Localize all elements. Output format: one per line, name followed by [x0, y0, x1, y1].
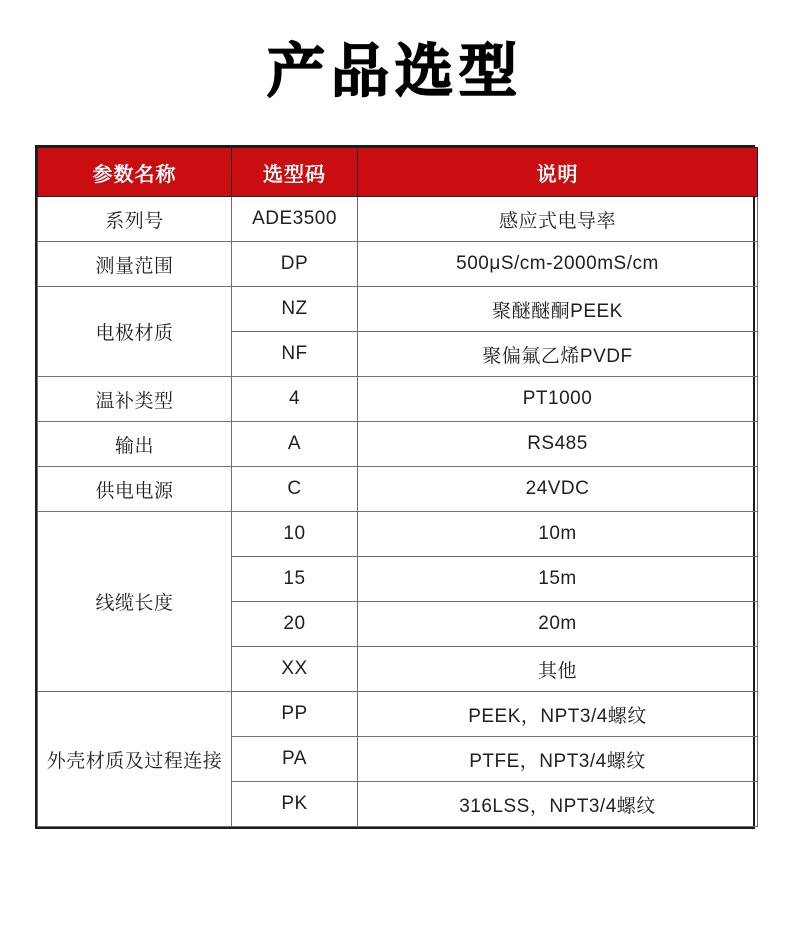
- table-header: [38, 148, 758, 197]
- param-cell: 输出: [38, 422, 232, 467]
- table-body: [38, 197, 758, 827]
- table-row: [38, 197, 758, 242]
- table-row: [38, 377, 758, 422]
- desc-cell: 其他: [358, 647, 758, 692]
- code-cell: PK: [232, 782, 358, 827]
- param-cell: 线缆长度: [38, 512, 232, 692]
- desc-cell: PEEK，NPT3/4螺纹: [358, 692, 758, 737]
- code-cell: A: [232, 422, 358, 467]
- table-row: [38, 512, 758, 557]
- page-title: 产品选型: [266, 39, 523, 104]
- code-cell: XX: [232, 647, 358, 692]
- table-row: [38, 287, 758, 332]
- desc-cell: 聚醚醚酮PEEK: [358, 287, 758, 332]
- product-selection-table: [37, 147, 758, 827]
- param-cell: 温补类型: [38, 377, 232, 422]
- product-selection-table-wrapper: [35, 145, 755, 829]
- code-cell: PA: [232, 737, 358, 782]
- code-cell: ADE3500: [232, 197, 358, 242]
- desc-cell: 15m: [358, 557, 758, 602]
- code-cell: 10: [232, 512, 358, 557]
- param-cell: 电极材质: [38, 287, 232, 377]
- code-cell: DP: [232, 242, 358, 287]
- code-cell: 15: [232, 557, 358, 602]
- desc-cell: 聚偏氟乙烯PVDF: [358, 332, 758, 377]
- desc-cell: RS485: [358, 422, 758, 467]
- desc-cell: PTFE，NPT3/4螺纹: [358, 737, 758, 782]
- desc-cell: 24VDC: [358, 467, 758, 512]
- desc-cell: 10m: [358, 512, 758, 557]
- table-row: [38, 242, 758, 287]
- table-row: [38, 467, 758, 512]
- code-cell: NF: [232, 332, 358, 377]
- desc-cell: 感应式电导率: [358, 197, 758, 242]
- code-cell: NZ: [232, 287, 358, 332]
- param-cell: 测量范围: [38, 242, 232, 287]
- table-row: [38, 692, 758, 737]
- desc-cell: 500μS/cm-2000mS/cm: [358, 242, 758, 287]
- header-cell-parameter-name: 参数名称: [38, 148, 232, 197]
- param-cell: 供电电源: [38, 467, 232, 512]
- code-cell: 4: [232, 377, 358, 422]
- desc-cell: PT1000: [358, 377, 758, 422]
- desc-cell: 316LSS，NPT3/4螺纹: [358, 782, 758, 827]
- header-cell-selection-code: 选型码: [232, 148, 358, 197]
- code-cell: 20: [232, 602, 358, 647]
- header-cell-description: 说明: [358, 148, 758, 197]
- desc-cell: 20m: [358, 602, 758, 647]
- table-header-row: [38, 148, 758, 197]
- code-cell: PP: [232, 692, 358, 737]
- param-cell: 系列号: [38, 197, 232, 242]
- code-cell: C: [232, 467, 358, 512]
- table-row: [38, 422, 758, 467]
- param-cell: 外壳材质及过程连接: [38, 692, 232, 827]
